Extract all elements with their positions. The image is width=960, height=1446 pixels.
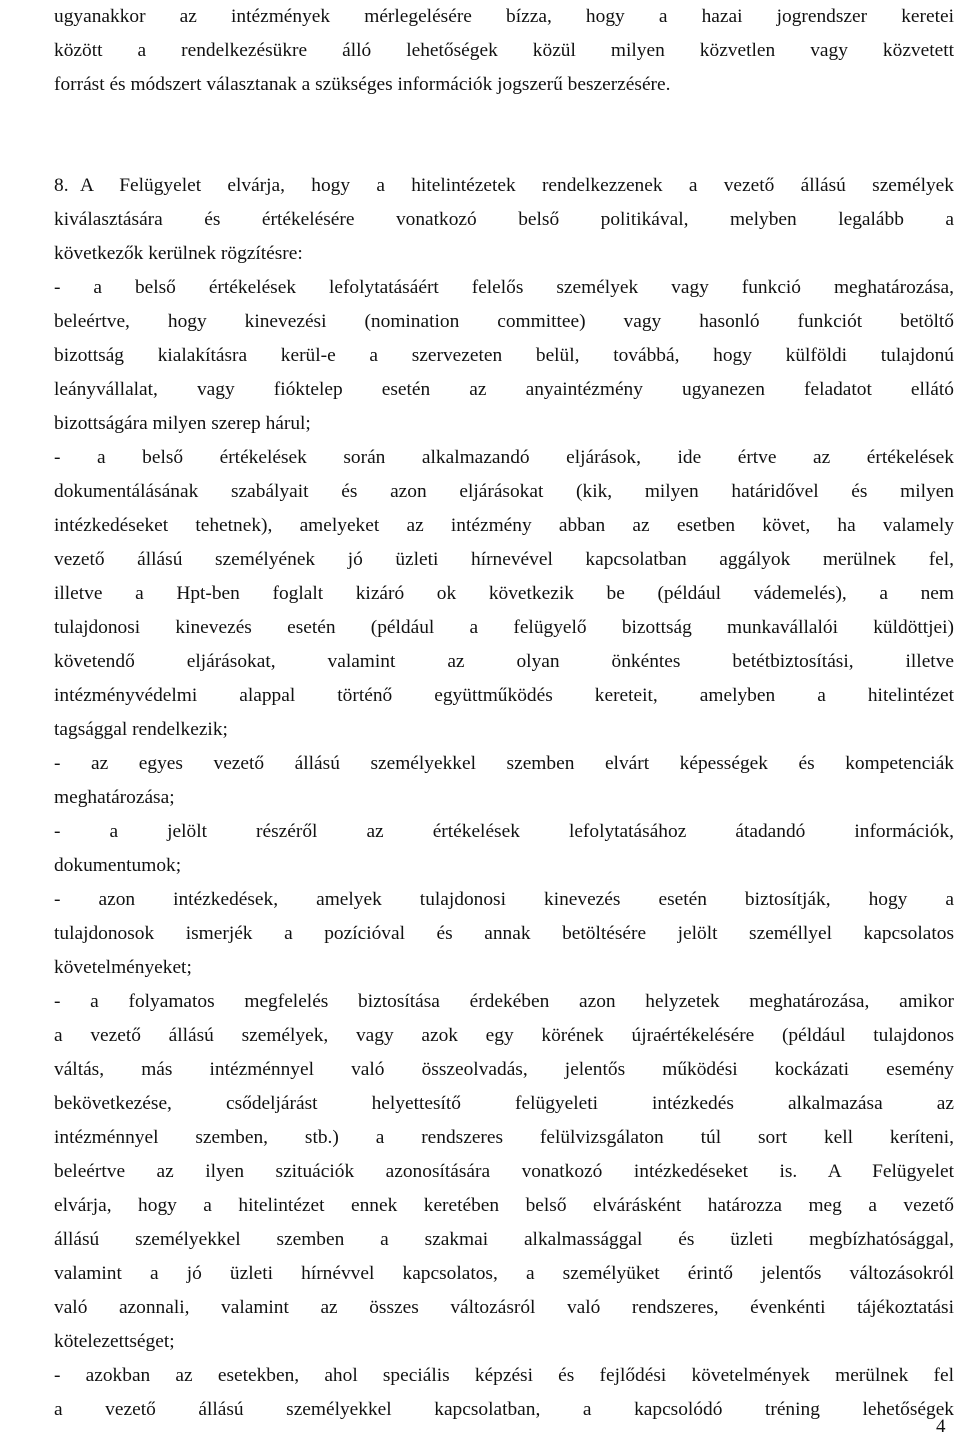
text-line: - az egyes vezető állású személyekkel szemben elvárt képességek és kompetenciák (54, 753, 954, 774)
text-line: - azokban az esetekben, ahol speciális képzési és fejlődési követelmények merülnek fel (54, 1365, 954, 1386)
text-line: kötelezettséget; (54, 1331, 175, 1352)
text-line: - a folyamatos megfelelés biztosítása érdekében azon helyzetek meghatározása, amikor (54, 991, 954, 1012)
text-line: következők kerülnek rögzítésre: (54, 243, 303, 264)
text-line: a vezető állású személyek, vagy azok egy körének újraértékelésére (például tulajdonos (54, 1025, 954, 1046)
text-line: elvárja, hogy a hitelintézet ennek keretében belső elvárásként határozza meg a vezető (54, 1195, 954, 1216)
text-line: kiválasztására és értékelésére vonatkozó belső politikával, melyben legalább a (54, 209, 954, 230)
text-line: - a belső értékelések során alkalmazandó eljárások, ide értve az értékelések (54, 447, 954, 468)
text-line: a vezető állású személyekkel kapcsolatban, a kapcsolódó tréning lehetőségek (54, 1399, 954, 1420)
text-line: tagsággal rendelkezik; (54, 719, 228, 740)
text-line: tulajdonosok ismerjék a pozícióval és annak betöltésére jelölt személlyel kapcsolatos (54, 923, 954, 944)
text-line: beleértve, hogy kinevezési (nomination committee) vagy hasonló funkciót betöltő (54, 311, 954, 332)
text-line: bekövetkezése, csődeljárást helyettesítő felügyeleti intézkedés alkalmazása az (54, 1093, 954, 1114)
text-line: leányvállalat, vagy fióktelep esetén az anyaintézmény ugyanezen feladatot ellátó (54, 379, 954, 400)
page-number: 4 (936, 1416, 946, 1437)
intro-paragraph (54, 0, 954, 102)
text-line: dokumentálásának szabályait és azon eljárásokat (kik, milyen határidővel és milyen (54, 481, 954, 502)
text-line: ugyanakkor az intézmények mérlegelésére bízza, hogy a hazai jogrendszer keretei (54, 6, 954, 27)
text-line: váltás, más intézménnyel való összeolvadás, jelentős működési kockázati esemény (54, 1059, 954, 1080)
text-line: intézménnyel szemben, stb.) a rendszeres felülvizsgálaton túl sort kell keríteni, (54, 1127, 954, 1148)
text-line: - azon intézkedések, amelyek tulajdonosi kinevezés esetén biztosítják, hogy a (54, 889, 954, 910)
text-line: tulajdonosi kinevezés esetén (például a felügyelő bizottság munkavállalói küldöttjei) (54, 617, 954, 638)
text-line: intézkedéseket tehetnek), amelyeket az intézmény abban az esetben követ, ha valamely (54, 515, 954, 536)
text-line: állású személyekkel szemben a szakmai alkalmassággal és üzleti megbízhatósággal, (54, 1229, 954, 1250)
item-number: 8. (54, 175, 69, 196)
item-first-text: A Felügyelet elvárja, hogy a hitelintézetek rendelkezzenek a vezető állású személyek (80, 175, 954, 196)
text-line: követelményeket; (54, 957, 192, 978)
text-line: között a rendelkezésükre álló lehetőségek közül milyen közvetlen vagy közvetett (54, 40, 954, 61)
text-line: illetve a Hpt-ben foglalt kizáró ok következik be (például vádemelés), a nem (54, 583, 954, 604)
text-line: beleértve az ilyen szituációk azonosítására vonatkozó intézkedéseket is. A Felügyelet (54, 1161, 954, 1182)
document-page (54, 0, 954, 1427)
text-line: - a jelölt részéről az értékelések lefolytatásához átadandó információk, (54, 821, 954, 842)
text-line: meghatározása; (54, 787, 175, 808)
text-line: bizottság kialakításra kerül-e a szervezeten belül, továbbá, hogy külföldi tulajdonú (54, 345, 954, 366)
text-line: forrást és módszert választanak a szükséges információk jogszerű beszerzésére. (54, 74, 671, 95)
text-line: vezető állású személyének jó üzleti hírnevével kapcsolatban aggályok merülnek fel, (54, 549, 954, 570)
text-line: való azonnali, valamint az összes változásról való rendszeres, évenkénti tájékoztatási (54, 1297, 954, 1318)
item-first-line (54, 169, 954, 203)
text-line: bizottságára milyen szerep hárul; (54, 413, 311, 434)
text-line: - a belső értékelések lefolytatásáért felelős személyek vagy funkció meghatározása, (54, 277, 954, 298)
text-line: dokumentumok; (54, 855, 182, 876)
paragraph-gap (54, 102, 954, 169)
text-line: valamint a jó üzleti hírnévvel kapcsolatos, a személyüket érintő jelentős változásokról (54, 1263, 954, 1284)
numbered-item-8 (54, 169, 954, 1427)
text-line: követendő eljárásokat, valamint az olyan önkéntes betétbiztosítási, illetve (54, 651, 954, 672)
text-line: intézményvédelmi alappal történő együttműködés kereteit, amelyben a hitelintézet (54, 685, 954, 706)
